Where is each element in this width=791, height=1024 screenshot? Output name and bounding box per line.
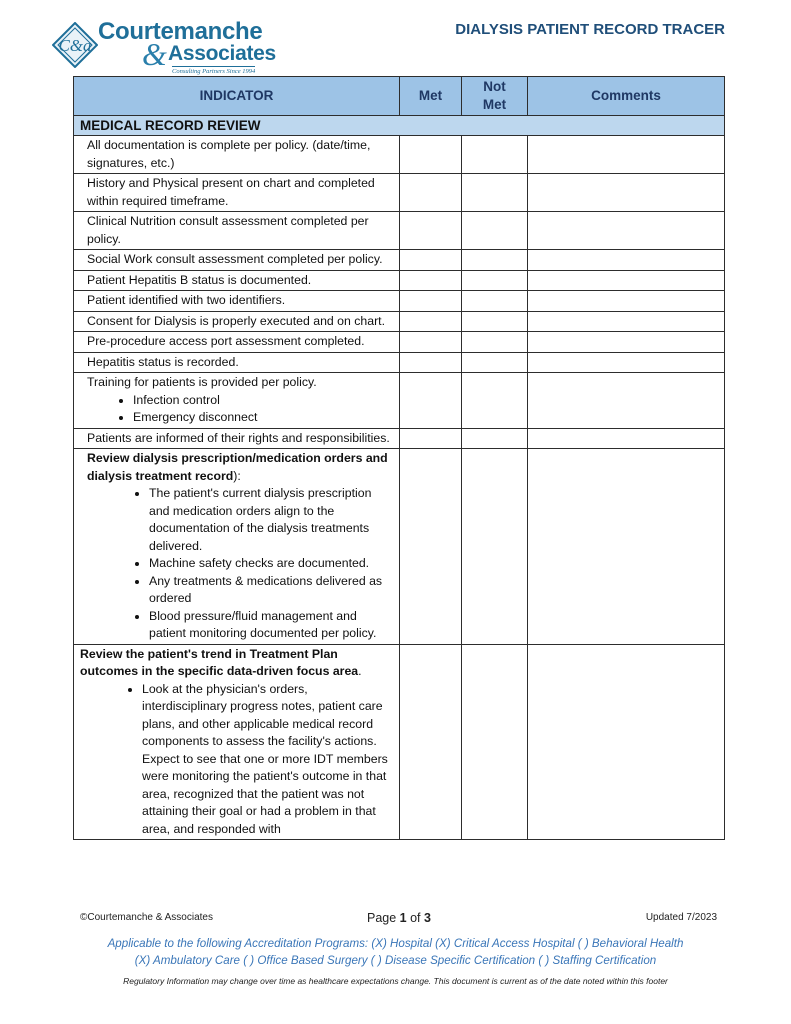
indicator-heading-bold: Review the patient's trend in Treatment Plan outcomes in the specific data-driven focus area xyxy=(80,646,359,678)
comments-cell[interactable] xyxy=(528,174,725,212)
svg-text:C&a: C&a xyxy=(58,36,92,55)
not-met-cell[interactable] xyxy=(462,174,528,212)
indicator-cell: All documentation is complete per policy. (date/time, signatures, etc.) xyxy=(74,136,400,174)
section-title: MEDICAL RECORD REVIEW xyxy=(74,116,725,136)
not-met-cell[interactable] xyxy=(462,212,528,250)
footer-programs-line1: Applicable to the following Accreditation Programs: (X) Hospital (X) Critical Access Hospital ( ) Behavioral Health xyxy=(107,937,684,950)
indicator-cell: Social Work consult assessment completed per policy. xyxy=(74,250,400,271)
table-row xyxy=(74,212,725,250)
indicator-cell: Hepatitis status is recorded. xyxy=(74,352,400,373)
table-header-row xyxy=(74,77,725,116)
comments-cell[interactable] xyxy=(528,250,725,271)
bullet-item: • Look at the physician's orders, interdisciplinary progress notes, patient care plans, and other applicable medical record components to assess the facility's actions. Expect to see that one or more IDT members were monitoring the patient's outcome in that area, recognized that the patient was not attaining their goal or had a problem in that area, and responded with xyxy=(142,681,393,839)
met-cell[interactable] xyxy=(400,428,462,449)
not-met-cell[interactable] xyxy=(462,332,528,353)
not-met-cell[interactable] xyxy=(462,449,528,645)
table-row xyxy=(74,250,725,271)
table-row xyxy=(74,644,725,840)
indicator-heading-bold: Review dialysis prescription/medication orders and dialysis treatment record xyxy=(87,451,388,483)
indicator-cell: Patient Hepatitis B status is documented. xyxy=(74,270,400,291)
bullet-item: • Emergency disconnect xyxy=(133,409,393,427)
document-title: DIALYSIS PATIENT RECORD TRACER xyxy=(455,21,725,38)
not-met-cell[interactable] xyxy=(462,250,528,271)
comments-cell[interactable] xyxy=(528,373,725,429)
footer-page-number xyxy=(367,911,431,925)
comments-cell[interactable] xyxy=(528,136,725,174)
table-row xyxy=(74,428,725,449)
logo-name-line2: Associates xyxy=(168,42,276,65)
met-cell[interactable] xyxy=(400,449,462,645)
not-met-cell[interactable] xyxy=(462,311,528,332)
comments-cell[interactable] xyxy=(528,352,725,373)
table-row xyxy=(74,352,725,373)
indicator-heading-tail: . xyxy=(358,664,362,678)
met-cell[interactable] xyxy=(400,373,462,429)
comments-cell[interactable] xyxy=(528,270,725,291)
page-mid: of xyxy=(406,911,424,925)
indicator-cell: Patient identified with two identifiers. xyxy=(74,291,400,312)
met-cell[interactable] xyxy=(400,136,462,174)
footer-regulatory-note: Regulatory Information may change over time as healthcare expectations change. This document is current as of the date noted within this footer xyxy=(123,976,668,986)
not-met-cell[interactable] xyxy=(462,428,528,449)
indicator-header: INDICATOR xyxy=(74,77,400,116)
table-row xyxy=(74,332,725,353)
met-cell[interactable] xyxy=(400,332,462,353)
comments-cell[interactable] xyxy=(528,212,725,250)
bullet-item: • Blood pressure/fluid management and patient monitoring documented per policy. xyxy=(149,608,393,643)
met-cell[interactable] xyxy=(400,311,462,332)
logo-name-line1: Courtemanche xyxy=(98,18,263,45)
met-cell[interactable] xyxy=(400,250,462,271)
footer-updated: Updated 7/2023 xyxy=(645,912,717,923)
logo-monogram-icon xyxy=(52,22,98,68)
not-met-cell[interactable] xyxy=(462,291,528,312)
indicator-bullets xyxy=(80,681,393,839)
met-header: Met xyxy=(400,77,462,116)
page-total: 3 xyxy=(424,911,431,925)
comments-cell[interactable] xyxy=(528,449,725,645)
table-row xyxy=(74,174,725,212)
met-cell[interactable] xyxy=(400,270,462,291)
bullet-item: • Infection control xyxy=(133,392,393,410)
indicator-heading xyxy=(87,450,393,485)
met-cell[interactable] xyxy=(400,174,462,212)
met-cell[interactable] xyxy=(400,212,462,250)
comments-cell[interactable] xyxy=(528,311,725,332)
indicator-bullets xyxy=(87,392,393,427)
indicator-cell xyxy=(74,644,400,840)
logo-tagline: Consulting Partners Since 1994 xyxy=(172,68,256,75)
not-met-cell[interactable] xyxy=(462,270,528,291)
page-prefix: Page xyxy=(367,911,400,925)
met-cell[interactable] xyxy=(400,291,462,312)
company-logo xyxy=(52,18,282,74)
section-row xyxy=(74,116,725,136)
indicator-cell: History and Physical present on chart and completed within required timeframe. xyxy=(74,174,400,212)
table-row xyxy=(74,373,725,429)
not-met-cell[interactable] xyxy=(462,373,528,429)
table-row xyxy=(74,136,725,174)
not-met-header-line1: Not xyxy=(483,79,506,94)
comments-header: Comments xyxy=(528,77,725,116)
comments-cell[interactable] xyxy=(528,428,725,449)
bullet-item: • Machine safety checks are documented. xyxy=(149,555,393,573)
met-cell[interactable] xyxy=(400,644,462,840)
bullet-item: • Any treatments & medications delivered as ordered xyxy=(149,573,393,608)
footer-copyright: ©Courtemanche & Associates xyxy=(80,912,213,923)
not-met-cell[interactable] xyxy=(462,352,528,373)
table-row xyxy=(74,291,725,312)
not-met-header xyxy=(462,77,528,116)
indicator-heading-tail: ): xyxy=(233,468,241,483)
indicator-cell xyxy=(74,373,400,429)
table-row xyxy=(74,311,725,332)
page-current: 1 xyxy=(399,911,407,925)
bullet-item: • The patient's current dialysis prescription and medication orders align to the documentation of the dialysis treatments delivered. xyxy=(149,485,393,555)
indicator-cell xyxy=(74,449,400,645)
indicator-heading xyxy=(80,646,393,681)
met-cell[interactable] xyxy=(400,352,462,373)
not-met-cell[interactable] xyxy=(462,644,528,840)
comments-cell[interactable] xyxy=(528,332,725,353)
indicator-cell: Pre-procedure access port assessment completed. xyxy=(74,332,400,353)
indicator-bullets xyxy=(87,485,393,643)
not-met-cell[interactable] xyxy=(462,136,528,174)
indicator-cell: Patients are informed of their rights and responsibilities. xyxy=(74,428,400,449)
footer-programs-line2: (X) Ambulatory Care ( ) Office Based Surgery ( ) Disease Specific Certification ( ) Staffing Certification xyxy=(134,954,657,967)
indicator-text: Training for patients is provided per policy. xyxy=(87,375,317,389)
logo-ampersand: & xyxy=(142,36,167,72)
indicator-cell: Consent for Dialysis is properly executed and on chart. xyxy=(74,311,400,332)
comments-cell[interactable] xyxy=(528,644,725,840)
table-row xyxy=(74,449,725,645)
tracer-table xyxy=(73,76,725,840)
not-met-header-line2: Met xyxy=(482,97,507,112)
indicator-cell: Clinical Nutrition consult assessment completed per policy. xyxy=(74,212,400,250)
table-row xyxy=(74,270,725,291)
comments-cell[interactable] xyxy=(528,291,725,312)
